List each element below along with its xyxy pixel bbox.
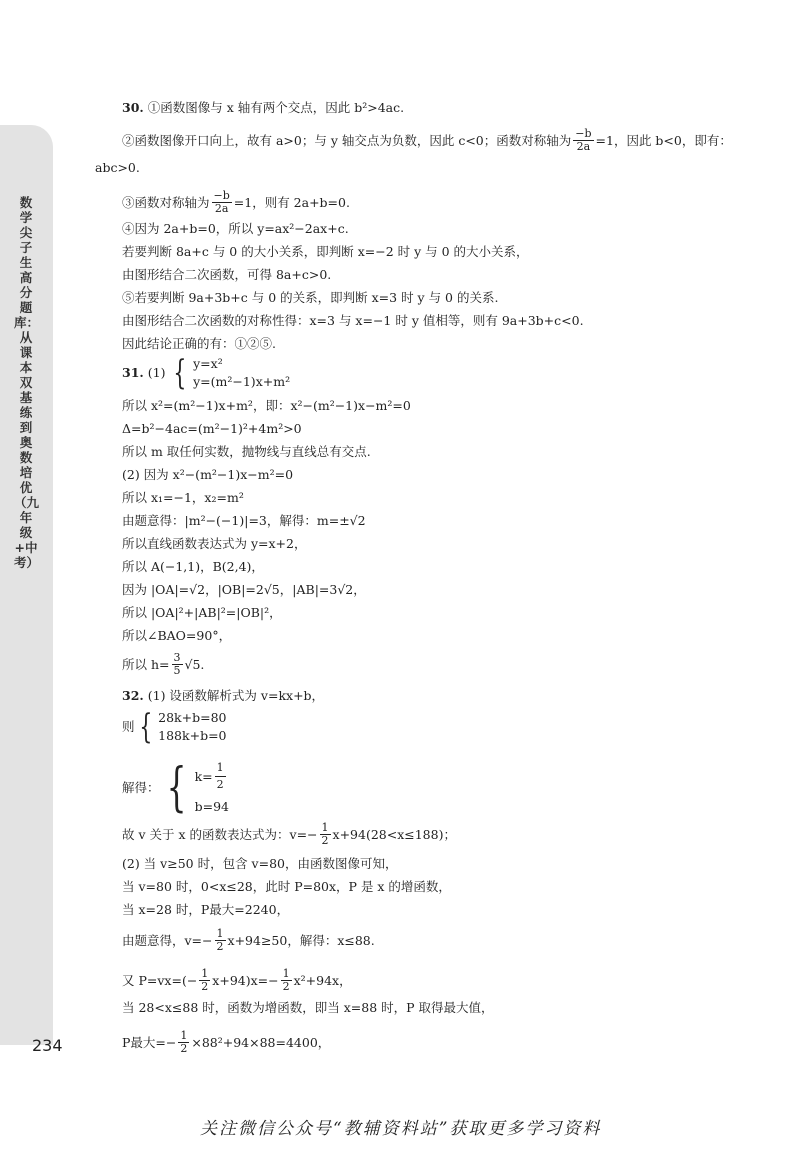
q31-line-5: (2) 因为 x²−(m²−1)x−m²=0 <box>122 467 294 482</box>
q31-line-7: 由题意得：|m²−(−1)|=3，解得：m=±√2 <box>122 513 366 528</box>
q31-text: 所以 h= <box>122 656 170 672</box>
q30-line-1 <box>122 100 404 116</box>
q32-text: 又 P=vx=(− <box>122 972 198 988</box>
q32-text: P最大=− <box>122 1034 177 1050</box>
numerator: 1 <box>216 927 224 940</box>
fraction <box>573 128 593 153</box>
numerator: 3 <box>173 651 181 664</box>
q32-line-3 <box>122 757 229 818</box>
q32-line-8 <box>122 928 375 953</box>
denominator: 2 <box>282 980 290 993</box>
q30-line-5: ④因为 2a+b=0，所以 y=ax²−2ax+c. <box>122 221 349 236</box>
q30-text: =1，因此 b<0，即有： <box>595 132 732 148</box>
numerator: 1 <box>321 821 329 834</box>
equation-system <box>135 707 227 747</box>
fraction <box>212 190 232 215</box>
q32-line-6: 当 v=80 时，0<x≤28，此时 P=80x，P 是 x 的增函数， <box>122 879 451 894</box>
q31-line-4: 所以 m 取任何实数，抛物线与直线总有交点. <box>122 444 371 459</box>
q31-line-13 <box>122 652 204 677</box>
q32-text: (1) 设函数解析式为 v=kx+b， <box>147 688 325 703</box>
book-title-vertical: 数学尖子生高分题库：从课本双基练到奥数培优（九年级+中考） <box>14 195 40 570</box>
q32-text: 则 <box>122 719 135 734</box>
q31-text: √5. <box>184 656 205 672</box>
fraction <box>172 652 183 677</box>
q32-text: x²+94x， <box>293 972 352 988</box>
q31-line-10: 因为 |OA|=√2，|OB|=2√5，|AB|=3√2， <box>122 582 366 597</box>
fraction <box>178 1030 189 1055</box>
denominator: 2 <box>216 778 224 791</box>
brace: { <box>173 353 187 393</box>
denominator: 2 <box>216 940 224 953</box>
denominator: 2a <box>576 140 591 153</box>
q31-part-label: (1) <box>147 365 166 380</box>
denominator: 2a <box>214 202 229 215</box>
q30-line-7: 由图形结合二次函数，可得 8a+c>0. <box>122 267 332 282</box>
system-eq-1: y=x² <box>193 356 223 371</box>
q31-line-11: 所以 |OA|²+|AB|²=|OB|²， <box>122 605 282 620</box>
q32-line-9 <box>122 968 352 993</box>
q31-line-2: 所以 x²=(m²−1)x+m²，即：x²−(m²−1)x−m²=0 <box>122 398 411 413</box>
q30-line-3 <box>95 160 140 176</box>
q31-line-8: 所以直线函数表达式为 y=x+2， <box>122 536 307 551</box>
system-eq-2: y=(m²−1)x+m² <box>193 374 291 389</box>
q31-line-12: 所以∠BAO=90°， <box>122 628 232 643</box>
numerator: −b <box>213 189 230 202</box>
numerator: 1 <box>201 967 209 980</box>
q30-line-6: 若要判断 8a+c 与 0 的大小关系，即判断 x=−2 时 y 与 0 的大小关系， <box>122 244 529 259</box>
denominator: 2 <box>201 980 209 993</box>
q32-number: 32. <box>122 688 144 703</box>
q32-text: 故 v 关于 x 的函数表达式为：v=− <box>122 826 318 842</box>
numerator: 1 <box>180 1029 188 1042</box>
solution-k-label: k= <box>194 768 213 784</box>
fraction <box>320 822 331 847</box>
q30-line-9: 由图形结合二次函数的对称性得：x=3 与 x=−1 时 y 值相等，则有 9a+3b+c<0. <box>122 313 584 328</box>
equation-system <box>169 353 291 393</box>
footer-notice: 关注微信公众号“教辅资料站”获取更多学习资料 <box>200 1119 602 1139</box>
fraction <box>215 760 226 793</box>
q32-text: ×88²+94×88=4400， <box>191 1034 331 1050</box>
q31-line-9: 所以 A(−1,1)，B(2,4)， <box>122 559 264 574</box>
denominator: 2 <box>180 1042 188 1055</box>
system-eq-2: 188k+b=0 <box>158 728 227 743</box>
q32-text: 解得： <box>122 779 160 795</box>
numerator: −b <box>575 127 592 140</box>
brace: { <box>166 757 186 818</box>
q32-line-2 <box>122 707 227 747</box>
numerator: 1 <box>282 967 290 980</box>
q30-line-2 <box>122 128 732 153</box>
denominator: 5 <box>173 664 181 677</box>
q30-text: ③函数对称轴为 <box>122 194 210 210</box>
fraction <box>281 968 292 993</box>
q30-text: abc>0. <box>95 160 140 175</box>
q30-text: ②函数图像开口向上，故有 a>0；与 y 轴交点为负数，因此 c<0；函数对称轴为 <box>122 132 572 148</box>
solution-b: b=94 <box>194 799 229 814</box>
numerator: 1 <box>215 760 226 777</box>
q30-text: ①函数图像与 x 轴有两个交点，因此 b²>4ac. <box>147 100 405 115</box>
q30-text: =1，则有 2a+b=0. <box>233 194 350 210</box>
solution-k <box>195 760 229 793</box>
q32-line-1 <box>122 688 324 704</box>
q32-text: x+94≥50，解得：x≤88. <box>227 932 375 948</box>
q31-number: 31. <box>122 365 144 380</box>
q30-number: 30. <box>122 100 144 115</box>
q30-line-10: 因此结论正确的有：①②⑤. <box>122 336 276 351</box>
q32-text: x+94)x=− <box>212 972 279 988</box>
q30-line-8: ⑤若要判断 9a+3b+c 与 0 的关系，即判断 x=3 时 y 与 0 的关系. <box>122 290 499 305</box>
page-number: 234 <box>32 1036 63 1055</box>
q30-line-4 <box>122 190 350 215</box>
q32-text: x+94(28<x≤188)； <box>332 826 456 842</box>
q31-line-3: Δ=b²−4ac=(m²−1)²+4m²>0 <box>122 421 302 436</box>
system-eq-1: 28k+b=80 <box>158 710 227 725</box>
brace: { <box>138 707 152 747</box>
q32-text: 由题意得，v=− <box>122 932 213 948</box>
q32-line-10: 当 28<x≤88 时，函数为增函数，即当 x=88 时，P 取得最大值， <box>122 1000 494 1015</box>
q32-line-7: 当 x=28 时，P最大=2240， <box>122 902 290 917</box>
q32-line-5: (2) 当 v≥50 时，包含 v=80，由函数图像可知， <box>122 856 398 871</box>
q32-line-4 <box>122 822 456 847</box>
fraction <box>199 968 210 993</box>
q31-line-6: 所以 x₁=−1，x₂=m² <box>122 490 244 505</box>
denominator: 2 <box>321 834 329 847</box>
q32-line-11 <box>122 1030 330 1055</box>
fraction <box>215 928 226 953</box>
q31-line-1 <box>122 353 291 393</box>
solution-system <box>160 757 229 818</box>
